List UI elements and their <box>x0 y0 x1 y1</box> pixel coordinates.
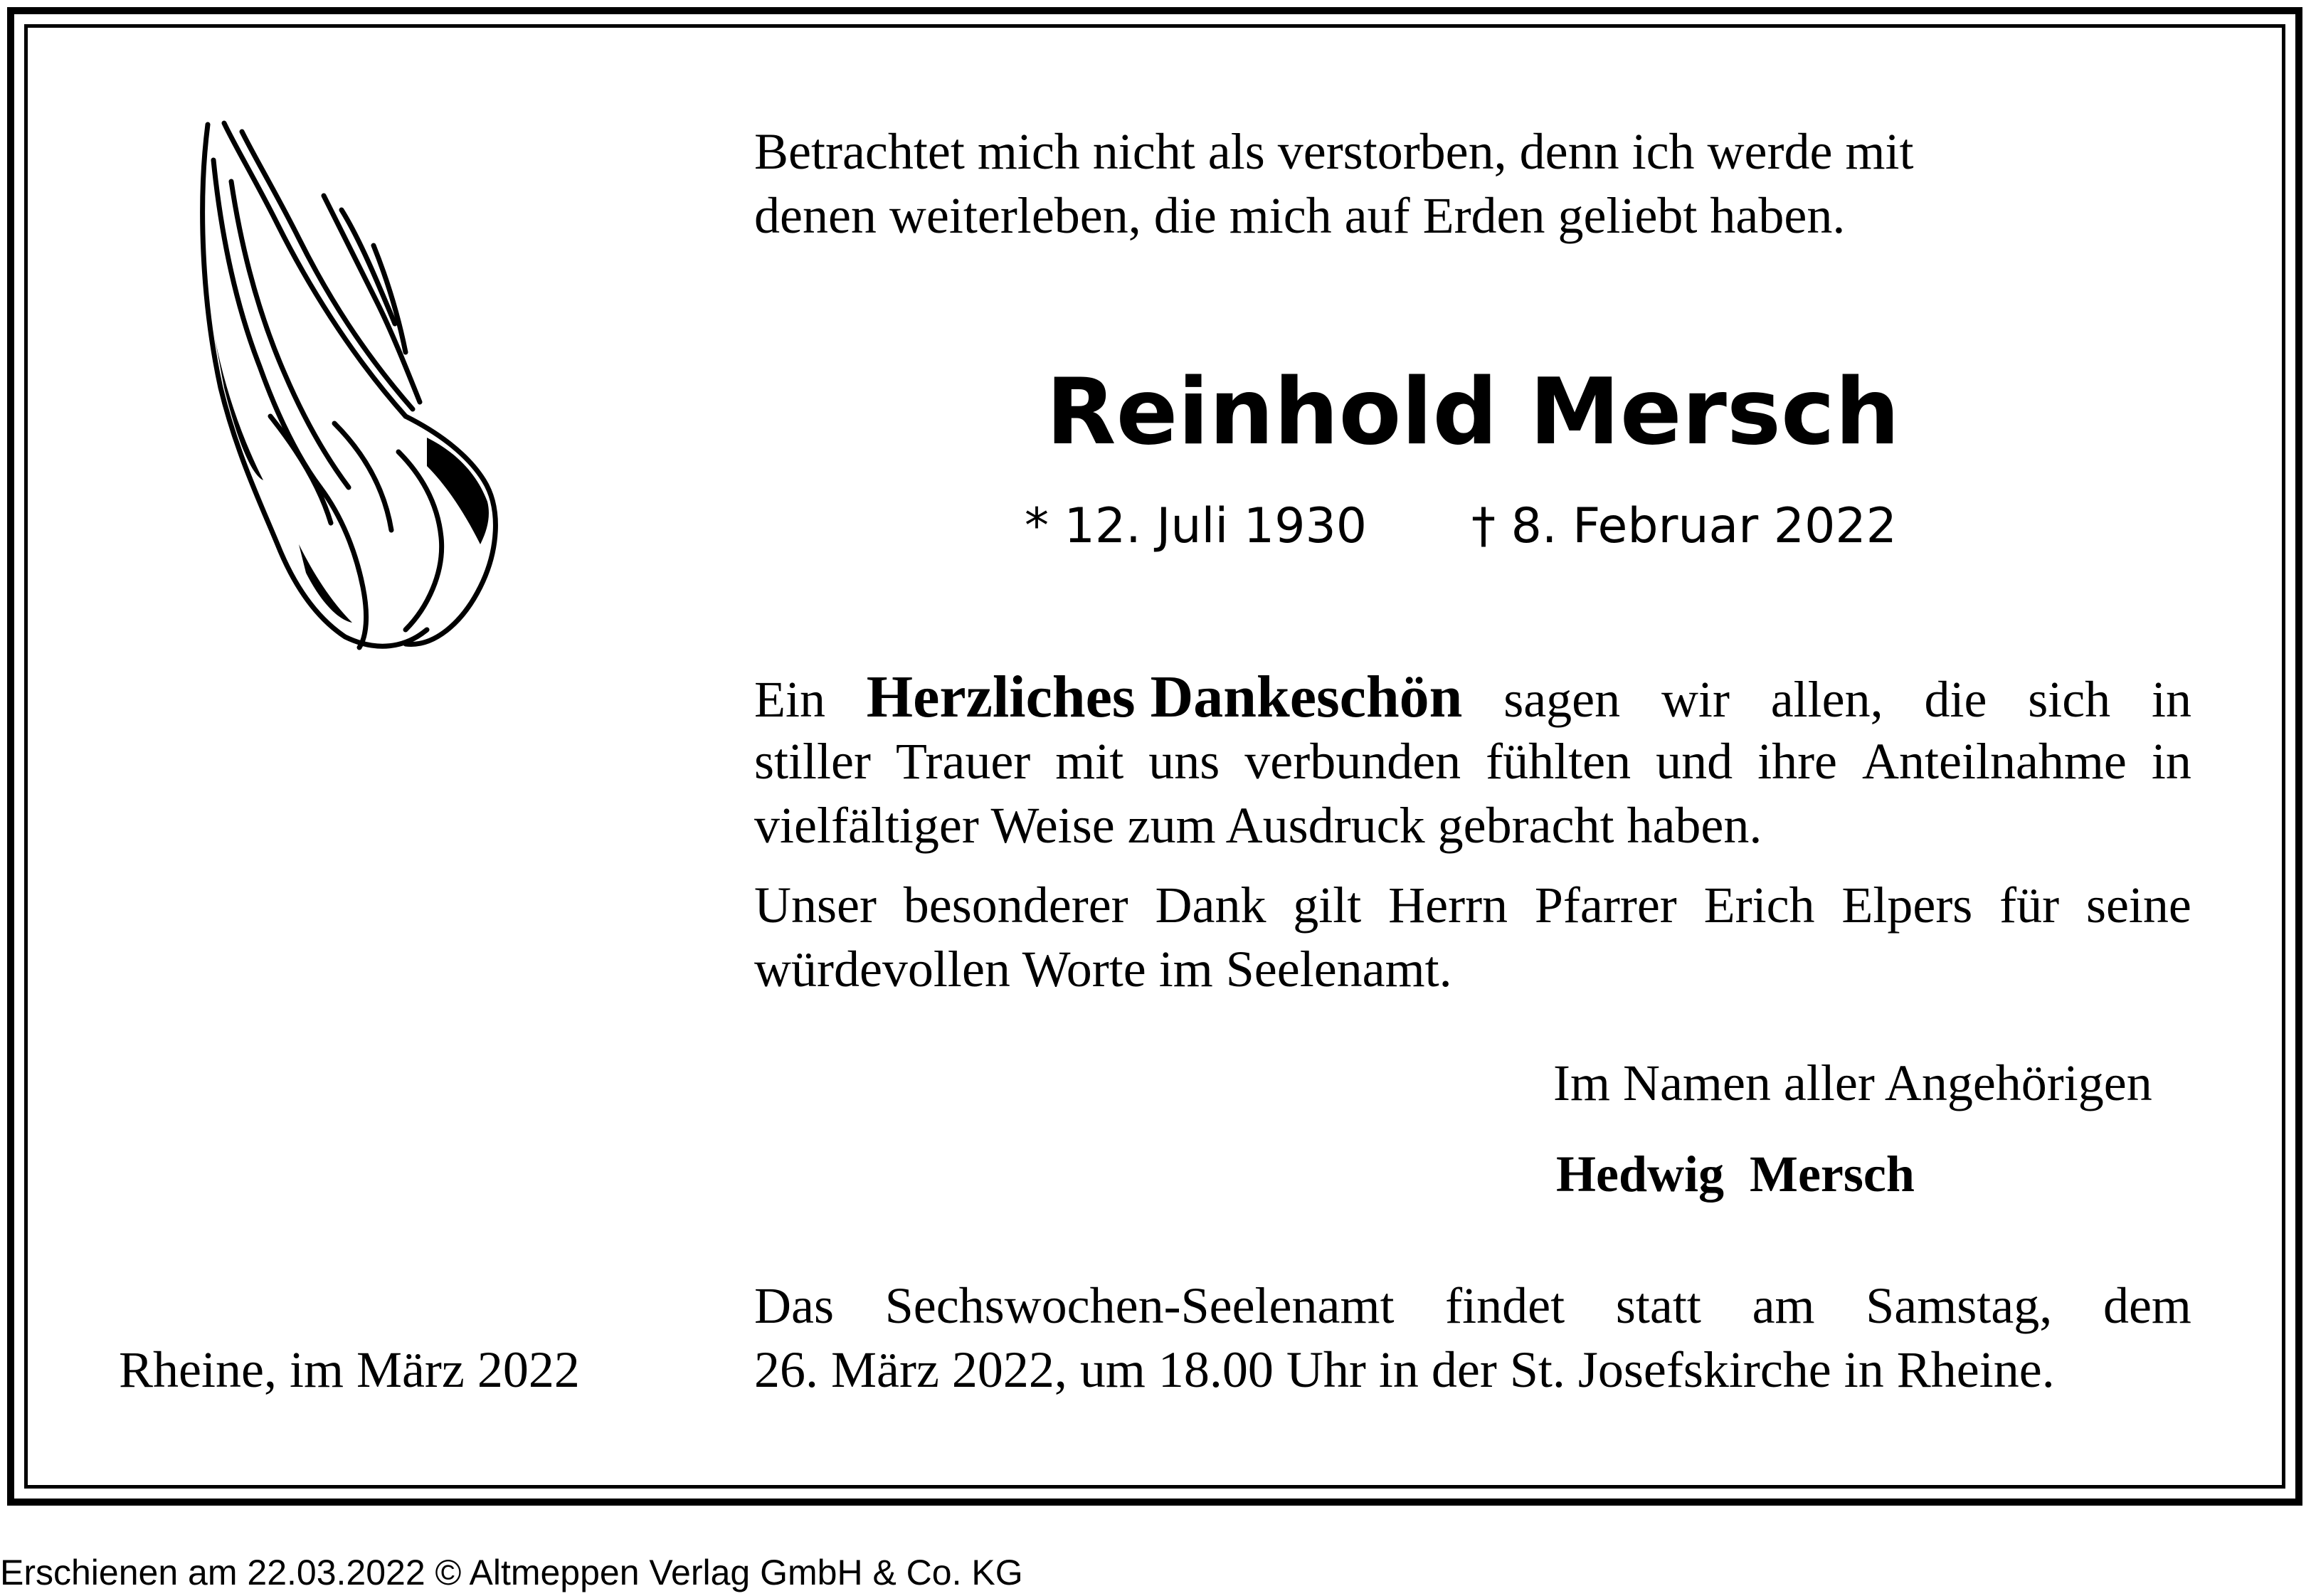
word: dem <box>2103 1277 2191 1334</box>
motto-verse <box>754 120 2206 248</box>
signoff-text: Im Namen aller Angehörigen <box>1553 1055 2152 1111</box>
word: verbunden <box>1244 733 1461 790</box>
word: fühlten <box>1486 733 1632 790</box>
word: am <box>1752 1277 1815 1334</box>
word: statt <box>1615 1277 1701 1334</box>
thanks-line-1 <box>754 665 2191 729</box>
pastor-paragraph <box>754 873 2191 1001</box>
word: uns <box>1148 733 1220 790</box>
word: ihre <box>1757 733 1838 790</box>
word: seine <box>2085 877 2191 934</box>
death-date: † 8. Februar 2022 <box>1471 498 1897 554</box>
word: mit <box>1055 733 1124 790</box>
pastor-line-1 <box>754 873 2191 937</box>
word: stiller <box>754 733 871 790</box>
word: Unser <box>754 877 877 934</box>
word: Trauer <box>895 733 1031 790</box>
mass-line-1 <box>754 1274 2191 1338</box>
thanks-line-2 <box>754 729 2191 793</box>
word: Samstag, <box>1866 1277 2053 1334</box>
word: sagen <box>1503 671 1621 728</box>
word: Dank <box>1155 877 1266 934</box>
birth-date: * 12. Juli 1930 <box>1025 498 1367 554</box>
place-date: Rheine, im März 2022 <box>119 1341 580 1398</box>
signer-name: Hedwig Mersch <box>1556 1146 1915 1203</box>
word: Pfarrer <box>1534 877 1677 934</box>
mass-line-2: 26. März 2022, um 18.00 Uhr in der St. Josefskirche in Rheine. <box>754 1341 2055 1398</box>
deceased-name: Reinhold Mersch <box>1046 359 1900 465</box>
motto-line: denen weiterleben, die mich auf Erden geliebt haben. <box>754 187 1846 244</box>
word: Ein <box>754 671 825 728</box>
word: Herrn <box>1388 877 1508 934</box>
pastor-line-2: würdevollen Worte im Seelenamt. <box>754 941 1452 998</box>
word: die <box>1924 671 1987 728</box>
word: und <box>1656 733 1733 790</box>
word: wir <box>1661 671 1730 728</box>
publication-footer: Erschienen am 22.03.2022 © Altmeppen Verlag GmbH & Co. KG <box>0 1553 1023 1592</box>
thanks-emphasis: Herzliches Dankeschön <box>866 664 1463 730</box>
praying-hands-icon <box>192 117 548 672</box>
word: Elpers <box>1841 877 1973 934</box>
word: Erich <box>1703 877 1815 934</box>
mass-announcement <box>754 1274 2191 1402</box>
word: besonderer <box>903 877 1128 934</box>
word: Sechswochen-Seelenamt <box>884 1277 1395 1334</box>
word: in <box>2151 671 2191 728</box>
word: sich <box>2028 671 2111 728</box>
word: in <box>2151 733 2191 790</box>
word: gilt <box>1293 877 1362 934</box>
word: findet <box>1445 1277 1565 1334</box>
word: Anteilnahme <box>1862 733 2127 790</box>
word: Das <box>754 1277 834 1334</box>
thanks-line-3: vielfältiger Weise zum Ausdruck gebracht haben. <box>754 797 1762 854</box>
word: für <box>1999 877 2060 934</box>
word: allen, <box>1770 671 1883 728</box>
thanks-paragraph <box>754 665 2191 857</box>
motto-line: Betrachtet mich nicht als verstorben, denn ich werde mit <box>754 123 1914 180</box>
